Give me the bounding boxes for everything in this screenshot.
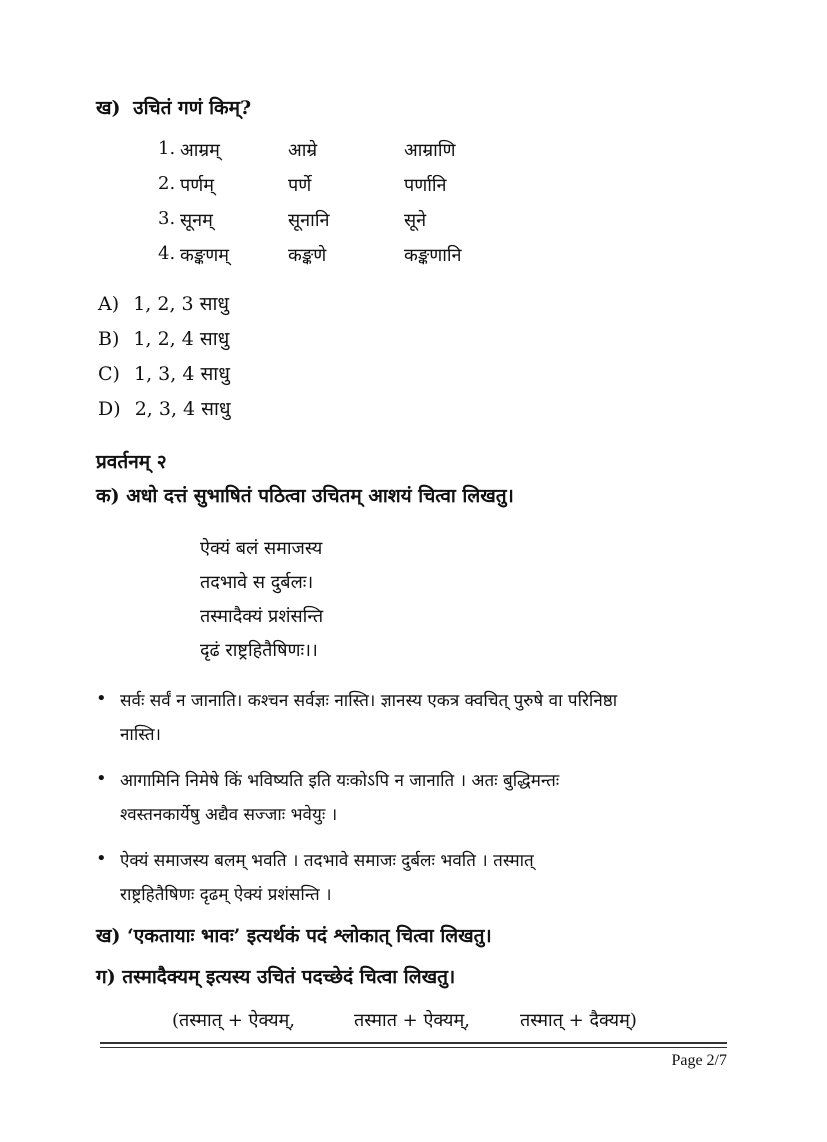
section-title: प्रवर्तनम् २ <box>96 451 167 473</box>
option-b[interactable] <box>98 325 229 351</box>
question-kha-2: ख) ‘एकतायाः भावः’ इत्यर्थकं पदं श्लोकात् चित्वा लिखतु। <box>96 925 492 947</box>
verse-line-2: तदभावे स दुर्बलः। <box>200 572 314 593</box>
option-c-text: 1, 3, 4 साधु <box>134 363 230 385</box>
option-d-key: D) <box>98 398 121 420</box>
table-row-2-col2: पर्णे <box>288 175 312 196</box>
question-ga: ग) तस्मादैक्यम् इत्यस्य उचितं पदच्छेदं चित्वा लिखतु। <box>96 966 456 988</box>
table-row-2-col3: पर्णानि <box>404 175 447 196</box>
table-row-1-col3: आम्राणि <box>404 140 456 161</box>
option-d-text: 2, 3, 4 साधु <box>134 398 231 420</box>
option-a-key: A) <box>98 293 120 315</box>
word-table <box>158 138 578 278</box>
sandhi-choice-1[interactable]: (तस्मात् + ऐक्यम्, <box>172 1010 296 1031</box>
bullet-1-line-1: सर्वः सर्वं न जानाति। कश्चन सर्वज्ञः नास्ति। ज्ञानस्य एकत्र क्वचित् पुरुषे वा परिनिष्ठा <box>120 691 618 711</box>
question-kha-label: ख) <box>96 97 121 119</box>
option-c-key: C) <box>98 363 120 385</box>
bullet-2-line-1: आगामिनि निमेषे किं भविष्यति इति यःकोऽपि न जानाति । अतः बुद्धिमन्तः <box>120 771 560 791</box>
table-row-4-col1: कङ्कणम् <box>180 245 229 266</box>
footer-rule-thin <box>100 1047 727 1048</box>
table-row-4-col3: कङ्कणानि <box>404 245 462 266</box>
option-b-key: B) <box>98 328 120 350</box>
footer-rule <box>100 1042 727 1044</box>
bullet-3-line-2: राष्ट्रहितैषिणः दृढम् ऐक्यं प्रशंसन्ति । <box>120 885 332 905</box>
bullet-icon: • <box>96 848 107 869</box>
table-row-4-num: 4. <box>158 243 176 264</box>
bullet-1-line-2: नास्ति। <box>120 725 161 745</box>
table-row-1-col1: आम्रम् <box>180 140 220 161</box>
verse-line-1: ऐक्यं बलं समाजस्य <box>200 538 323 559</box>
option-a[interactable] <box>98 290 229 316</box>
bullet-3-line-1: ऐक्यं समाजस्य बलम् भवति । तदभावे समाजः दुर्बलः भवति । तस्मात् <box>120 851 534 871</box>
option-d[interactable] <box>98 395 231 421</box>
answer-options-list <box>96 684 736 914</box>
verse-line-3: तस्मादैक्यं प्रशंसन्ति <box>200 606 324 627</box>
table-row-1-col2: आम्रे <box>288 140 318 161</box>
bullet-icon: • <box>96 688 107 709</box>
table-row-1-num: 1. <box>158 138 176 159</box>
bullet-icon: • <box>96 768 107 789</box>
question-kha <box>96 94 251 120</box>
table-row-2-num: 2. <box>158 173 176 194</box>
option-a-text: 1, 2, 3 साधु <box>133 293 230 315</box>
table-row-4-col2: कङ्कणे <box>288 245 327 266</box>
option-c[interactable] <box>98 360 230 386</box>
verse-line-4: दृढं राष्ट्रहितैषिणः।। <box>200 640 318 661</box>
table-row-3-num: 3. <box>158 208 176 229</box>
table-row-3-col3: सूने <box>404 210 427 231</box>
sandhi-choice-2[interactable]: तस्मात + ऐक्यम्, <box>354 1010 470 1031</box>
question-kha-text: उचितं गणं किम्? <box>133 97 252 119</box>
question-ka: क) अधो दत्तं सुभाषितं पठित्वा उचितम् आशयं चित्वा लिखतु। <box>96 485 514 507</box>
table-row-2-col1: पर्णम् <box>180 175 215 196</box>
subhashita-verse <box>200 536 500 676</box>
sandhi-choice-3[interactable]: तस्मात् + दैक्यम्) <box>520 1010 637 1031</box>
table-row-3-col1: सूनम् <box>180 210 213 231</box>
table-row-3-col2: सूनानि <box>288 210 330 231</box>
bullet-2-line-2: श्वस्तनकार्येषु अद्यैव सज्जाः भवेयुः । <box>120 805 338 825</box>
option-b-text: 1, 2, 4 साधु <box>133 328 230 350</box>
page-number: Page 2/7 <box>671 1052 727 1069</box>
